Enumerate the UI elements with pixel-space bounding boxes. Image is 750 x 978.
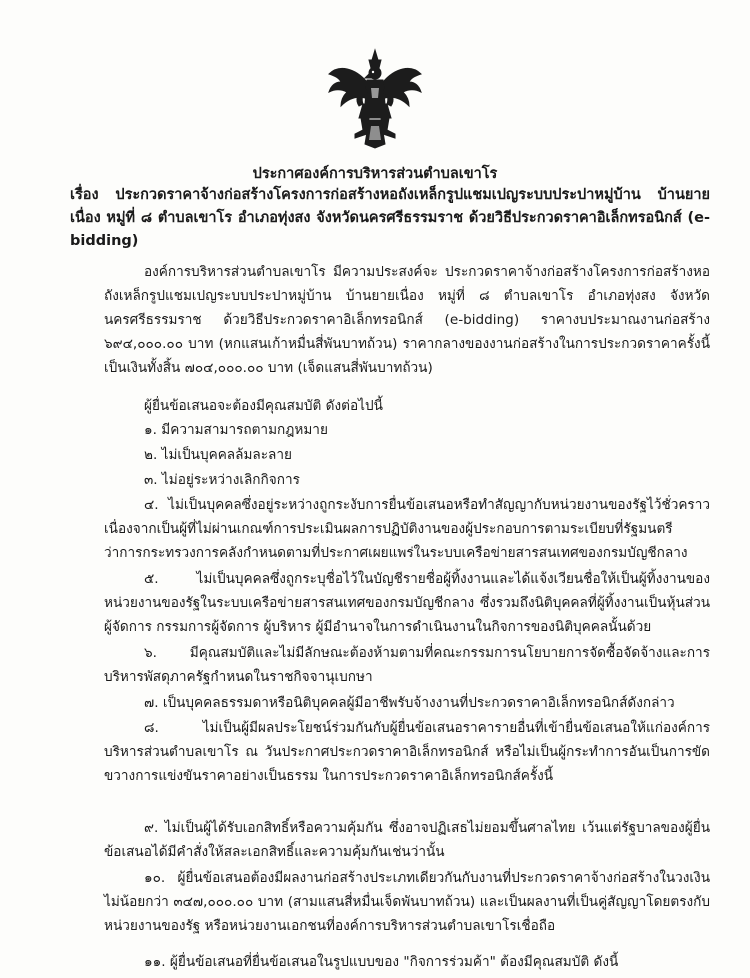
qualification-item-7: ๗. เป็นบุคคลธรรมดาหรือนิติบุคคลผู้มีอาชีพรับจ้างงานที่ประกวดราคาอิเล็กทรอนิกส์ดังกล่าว [144, 695, 675, 711]
announcement-subject: เรื่อง ประกวดราคาจ้างก่อสร้างโครงการก่อสร้างหอถังเหล็กรูปแชมเปญระบบประปาหมู่บ้าน บ้านยายเนื่อง หมู่ที่ ๘ ตำบลเขาโร อำเภอทุ่งสง จังหวัดนครศรีธรรมราช ด้วยวิธีประกวดราคาอิเล็กทรอนิกส์ (e-bidding) [70, 187, 710, 249]
qualification-item-11: ๑๑. ผู้ยื่นข้อเสนอที่ยื่นข้อเสนอในรูปแบบของ "กิจการร่วมค้า" ต้องมีคุณสมบัติ ดังนี้ [144, 954, 619, 970]
qualifications-heading: ผู้ยื่นข้อเสนอจะต้องมีคุณสมบัติ ดังต่อไปนี้ [144, 398, 383, 414]
announcement-title: ประกาศองค์การบริหารส่วนตำบลเขาโร [252, 166, 498, 182]
qualification-item-2: ๒. ไม่เป็นบุคคลล้มละลาย [144, 447, 292, 463]
qualification-item-10: ๑๐. ผู้ยื่นข้อเสนอต้องมีผลงานก่อสร้างประเภทเดียวกันกับงานที่ประกวดราคาจ้างก่อสร้างในวงเงินไม่น้อยกว่า ๓๔๗,๐๐๐.๐๐ บาท (สามแสนสี่หมื่นเจ็ดพันบาทถ้วน) และเป็นผลงานที่เป็นคู่สัญญาโดยตรงกับหน่วยงานของรัฐ หรือหน่วยงานเอกชนที่องค์การบริหารส่วนตำบลเขาโรเชื่อถือ [104, 870, 710, 934]
qualification-item-8: ๘. ไม่เป็นผู้มีผลประโยชน์ร่วมกันกับผู้ยื่นข้อเสนอราคารายอื่นที่เข้ายื่นข้อเสนอให้แก่องค์การบริหารส่วนตำบลเขาโร ณ วันประกาศประกวดราคาอิเล็กทรอนิกส์ หรือไม่เป็นผู้กระทำการอันเป็นการขัดขวางการแข่งขันราคาอย่างเป็นธรรม ในการประกวดราคาอิเล็กทรอนิกส์ครั้งนี้ [104, 720, 710, 784]
qualification-item-3: ๓. ไม่อยู่ระหว่างเลิกกิจการ [144, 472, 300, 488]
qualification-item-1: ๑. มีความสามารถตามกฎหมาย [144, 422, 328, 438]
qualification-item-9: ๙. ไม่เป็นผู้ได้รับเอกสิทธิ์หรือความคุ้มกัน ซึ่งอาจปฏิเสธไม่ยอมขึ้นศาลไทย เว้นแต่รัฐบาลของผู้ยื่นข้อเสนอได้มีคำสั่งให้สละเอกสิทธิ์และความคุ้มกันเช่นว่านั้น [104, 820, 710, 860]
qualification-item-5: ๕. ไม่เป็นบุคคลซึ่งถูกระบุชื่อไว้ในบัญชีรายชื่อผู้ทิ้งงานและได้แจ้งเวียนชื่อให้เป็นผู้ทิ้งงานของหน่วยงานของรัฐในระบบเครือข่ายสารสนเทศของกรมบัญชีกลาง ซึ่งรวมถึงนิติบุคคลที่ผู้ทิ้งงานเป็นหุ้นส่วนผู้จัดการ กรรมการผู้จัดการ ผู้บริหาร ผู้มีอำนาจในการดำเนินงานในกิจการของนิติบุคคลนั้นด้วย [104, 571, 710, 635]
intro-paragraph: องค์การบริหารส่วนตำบลเขาโร มีความประสงค์จะ ประกวดราคาจ้างก่อสร้างโครงการก่อสร้างหอถังเหล็กรูปแชมเปญระบบประปาหมู่บ้าน บ้านยายเนื่อง หมู่ที่ ๘ ตำบลเขาโร อำเภอทุ่งสง จังหวัดนครศรีธรรมราช ด้วยวิธีประกวดราคาอิเล็กทรอนิกส์ (e-bidding) ราคางบประมาณงานก่อสร้าง ๖๙๔,๐๐๐.๐๐ บาท (หกแสนเก้าหมื่นสี่พันบาทถ้วน) ราคากลางของงานก่อสร้างในการประกวดราคาครั้งนี้เป็นเงินทั้งสิ้น ๗๐๔,๐๐๐.๐๐ บาท (เจ็ดแสนสี่พันบาทถ้วน) [104, 264, 710, 376]
qualification-item-6: ๖. มีคุณสมบัติและไม่มีลักษณะต้องห้ามตามที่คณะกรรมการนโยบายการจัดซื้อจัดจ้างและการบริหารพัสดุภาครัฐกำหนดในราชกิจจานุเบกษา [104, 645, 710, 685]
garuda-emblem-icon [325, 48, 425, 150]
qualification-item-4: ๔. ไม่เป็นบุคคลซึ่งอยู่ระหว่างถูกระงับการยื่นข้อเสนอหรือทำสัญญากับหน่วยงานของรัฐไว้ชั่วคราว เนื่องจากเป็นผู้ที่ไม่ผ่านเกณฑ์การประเมินผลการปฏิบัติงานของผู้ประกอบการตามระเบียบที่รัฐมนตรีว่าการกระทรวงการคลังกำหนดตามที่ประกาศเผยแพร่ในระบบเครือข่ายสารสนเทศของกรมบัญชีกลาง [104, 497, 710, 561]
